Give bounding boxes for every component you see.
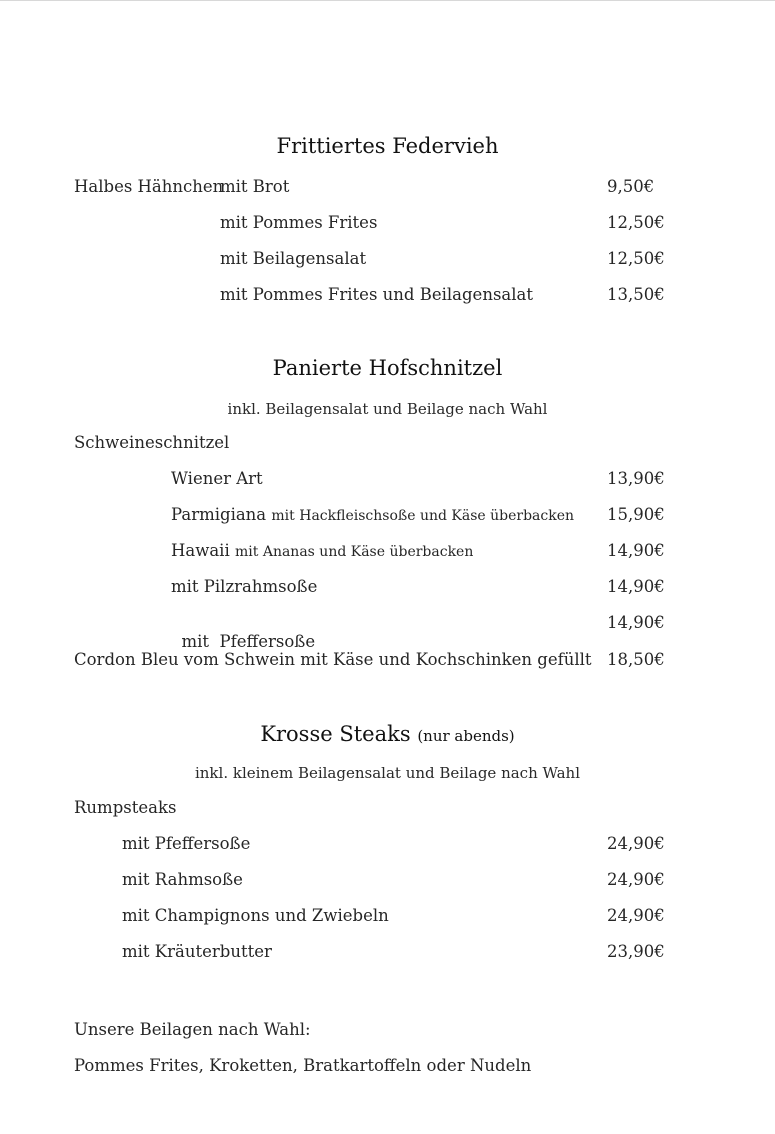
menu-item-price: 9,50€ [607,177,655,196]
menu-item-price: 24,90€ [607,870,665,889]
menu-item-price: 18,50€ [607,650,665,669]
group-label-pork-schnitzel: Schweineschnitzel [74,433,230,452]
menu-item [171,613,315,651]
menu-item-label: Wiener Art [171,469,263,488]
menu-item-label: mit Champignons und Zwiebeln [122,906,389,925]
section-subtitle-schnitzel: inkl. Beilagensalat und Beilage nach Wahl [227,400,548,418]
menu-item-price: 14,90€ [607,613,665,632]
menu-item [171,505,574,524]
menu-item-price: 14,90€ [607,541,665,560]
menu-item [171,469,263,488]
menu-item-label: mit Rahmsoße [122,870,243,889]
menu-item-price: 13,90€ [607,469,665,488]
menu-item [171,577,317,596]
menu-item-label: mit Pfeffersoße [181,632,316,651]
section-title-steaks [0,722,775,746]
menu-item-price: 14,90€ [607,577,665,596]
menu-item-cordon-bleu: Cordon Bleu vom Schwein mit Käse und Kochschinken gefüllt [74,650,592,669]
menu-item-price: 24,90€ [607,906,665,925]
section-title-poultry: Frittiertes Federvieh [276,134,499,158]
menu-item-label: Parmigiana [171,505,267,524]
section-title-schnitzel: Panierte Hofschnitzel [272,356,503,380]
menu-item-detail: mit Ananas und Käse überbacken [235,544,474,560]
menu-item-price: 12,50€ [607,213,665,232]
menu-item [171,541,473,560]
menu-item-label: mit Pfeffersoße [122,834,251,853]
section-title-text: Krosse Steaks [260,722,411,746]
menu-item-label: mit Pommes Frites [220,213,378,232]
sides-label: Unsere Beilagen nach Wahl: [74,1020,311,1039]
group-label-rumpsteaks: Rumpsteaks [74,798,177,817]
sides-options: Pommes Frites, Kroketten, Bratkartoffeln oder Nudeln [74,1056,532,1075]
menu-item-price: 24,90€ [607,834,665,853]
section-subtitle-steaks: inkl. kleinem Beilagensalat und Beilage nach Wahl [194,764,581,782]
menu-item-price: 12,50€ [607,249,665,268]
menu-item-label: mit Beilagensalat [220,249,367,268]
menu-item-label: mit Pilzrahmsoße [171,577,318,596]
page-top-border [0,0,775,1]
menu-item-price: 23,90€ [607,942,665,961]
menu-item-detail: mit Hackfleischsoße und Käse überbacken [271,508,575,524]
menu-item-label: mit Pommes Frites und Beilagensalat [220,285,534,304]
menu-item-price: 15,90€ [607,505,665,524]
section-title-note: (nur abends) [417,727,515,745]
item-name-half-chicken: Halbes Hähnchen [74,177,224,196]
menu-item-label: mit Brot [220,177,290,196]
menu-item-price: 13,50€ [607,285,665,304]
menu-item-label: mit Kräuterbutter [122,942,272,961]
menu-item-label: Hawaii [171,541,230,560]
